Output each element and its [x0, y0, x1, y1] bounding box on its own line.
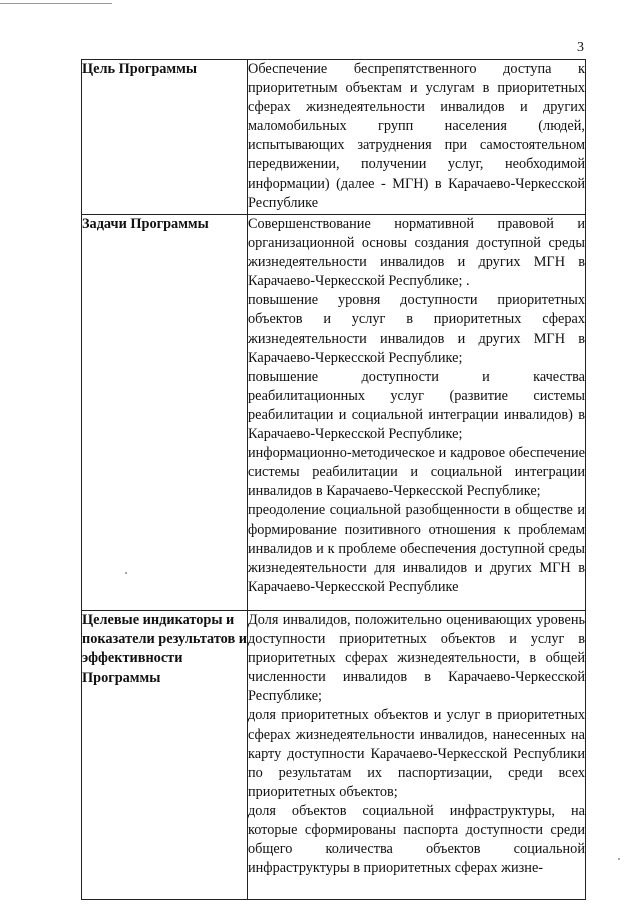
page-number: 3: [577, 40, 584, 55]
task-paragraph: повышение уровня доступности приоритетных объектов и услуг в приоритетных сферах жизнедеятельности инвалидов и других МГН в Карачаево-Черкесской Республике;: [248, 292, 585, 366]
indicators-label: Целевые индикаторы и показатели результатов и эффективности Программы: [82, 612, 247, 686]
goal-label-cell: [82, 60, 248, 215]
tasks-value: [248, 215, 585, 597]
task-paragraph: Совершенствование нормативной правовой и организационной основы создания доступной среды жизнедеятельности инвалидов и других МГН в Карачаево-Черкесской Республике; .: [248, 216, 585, 290]
indicator-paragraph: доля приоритетных объектов и услуг в приоритетных сферах жизнедеятельности инвалидов, нанесенных на карту доступности Карачаево-Черкесской Республики по результатам их паспортизации, среди всех приоритетных объектов;: [248, 707, 585, 800]
program-passport-table: [81, 59, 586, 900]
goal-value-cell: [248, 60, 586, 215]
table-row-tasks: [82, 215, 586, 611]
tasks-label-cell: [82, 215, 248, 611]
indicators-label-cell: [82, 611, 248, 900]
tasks-value-cell: [248, 215, 586, 611]
task-paragraph: преодоление социальной разобщенности в обществе и формирование позитивного отношения к проблемам инвалидов и к проблеме обеспечения доступной среды жизнедеятельности для инвалидов и других МГН в Карачаево-Черкесской Республике: [248, 502, 585, 595]
top-rule: [0, 3, 112, 4]
scan-speck: [618, 858, 620, 860]
task-paragraph: повышение доступности и качества реабилитационных услуг (развитие системы реабилитации и социальной интеграции инвалидов) в Карачаево-Черкесской Республике;: [248, 368, 585, 443]
goal-value: [248, 60, 585, 213]
indicators-value-cell: [248, 611, 586, 900]
indicator-paragraph: доля объектов социальной инфраструктуры, на которые сформированы паспорта доступности среди общего количества объектов социальной инфраструктуры в приоритетных сферах жизне-: [248, 802, 585, 877]
goal-label: Цель Программы: [82, 61, 198, 77]
indicators-clip: [248, 611, 585, 895]
table-row-indicators: [82, 611, 586, 900]
task-paragraph: информационно-методическое и кадровое обеспечение системы реабилитации и социальной интеграции инвалидов в Карачаево-Черкесской Республике;: [248, 445, 585, 500]
tasks-label: Задачи Программы: [82, 216, 209, 232]
indicators-value: [248, 611, 585, 878]
indicator-paragraph: Доля инвалидов, положительно оценивающих уровень доступности приоритетных объектов и услуг в приоритетных сферах жизнедеятельности, в общей численности инвалидов в Карачаево-Черкесской Республике;: [248, 612, 585, 705]
goal-paragraph: Обеспечение беспрепятственного доступа к приоритетным объектам и услугам в приоритетных сферах жизнедеятельности инвалидов и других маломобильных групп населения (людей, испытывающих затруднения при самостоятельном передвижении, получении услуг, необходимой информации) (далее - МГН) в Карачаево-Черкесской Республике: [248, 61, 585, 211]
table-row-goal: [82, 60, 586, 215]
